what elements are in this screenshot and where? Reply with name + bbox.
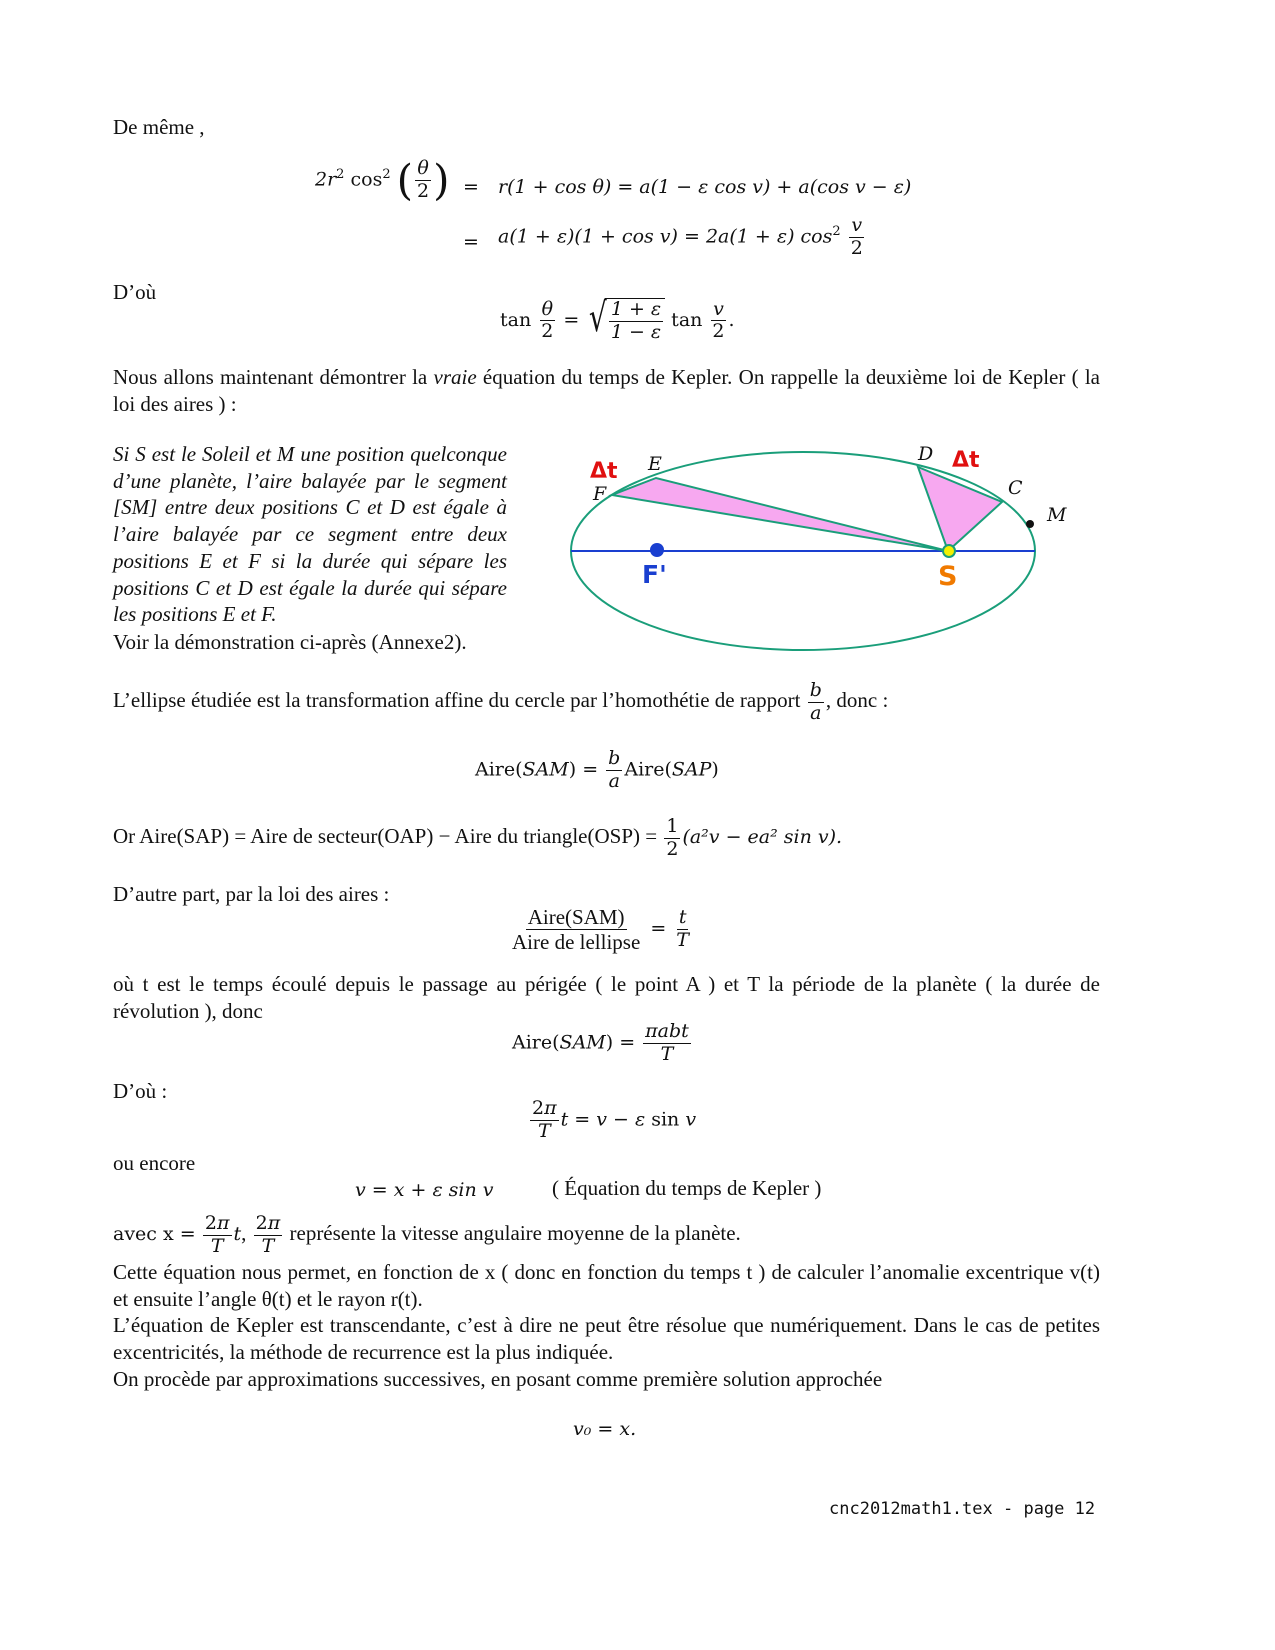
label-d: D xyxy=(918,443,934,465)
equals-sign-1: = xyxy=(463,176,479,198)
area-law-formula: $\frac{\text{Aire(SAM)}}{\text{Aire de lellipse}}$ = $\frac{t}{T}$ xyxy=(512,905,689,955)
label-e: E xyxy=(648,453,662,475)
swept-area-ef xyxy=(612,478,948,551)
ellipse-affine-text: L’ellipse étudiée est la transformation affine du cercle par l’homothétie de rapport $\frac{b}{a}$ , donc : xyxy=(113,679,889,724)
autre-part-text: D’autre part, par la loi des aires : xyxy=(113,882,390,906)
delta-t-left: Δt xyxy=(590,459,618,484)
area-sap-line: Or Aire(SAP) = Aire de secteur(OAP) − Aire du triangle(OSP) = $\frac{1}{2}$ (a²v − ea² sin v). xyxy=(113,815,843,860)
planet-point-m xyxy=(1026,520,1034,528)
kepler-intro-paragraph: Nous allons maintenant démontrer la vraie équation du temps de Kepler. On rappelle la deuxième loi de Kepler ( la loi des aires ) : xyxy=(113,365,1100,416)
label-sun: S xyxy=(938,561,958,592)
kepler-ellipse-figure xyxy=(560,440,1090,665)
dou-text-1: D’où xyxy=(113,280,157,304)
label-m: M xyxy=(1047,504,1067,526)
equals-sign-2: = xyxy=(463,231,479,253)
tan-formula: tan $\frac{\theta}{2}$ = √ $\frac{1 + \varepsilon}{1 - \varepsilon}$ tan $\frac{v}{2}$ . xyxy=(500,295,735,343)
second-law-statement: Si S est le Soleil et M une position quelconque d’une planète, l’aire balayée par le segment [SM] entre deux positions C et D est égale à l’aire balayée par ce segment entre deux positions E et F si la durée qui sépare les positions C et D est égale la durée qui sépare les positions E et F. xyxy=(113,442,507,627)
focus-point xyxy=(650,543,664,557)
final-paragraph-2: L’équation de Kepler est transcendante, c’est à dire ne peut être résolue que numériquement. Dans le cas de petites excentricités, la méthode de recurrence est la plus indiquée. xyxy=(113,1313,1100,1364)
mean-anomaly-formula: $\frac{2\pi}{T}$ t = v − ε sin v xyxy=(532,1097,697,1142)
equation-line1-rhs: r(1 + cos θ) = a(1 − ε cos v) + a(cos v − ε) xyxy=(498,176,912,198)
perigee-paragraph: où t est le temps écoulé depuis le passage au périgée ( le point A ) et T la période de la planète ( la durée de révolution ), donc xyxy=(113,972,1100,1023)
page-footer: cnc2012math1.tex - page 12 xyxy=(829,1499,1096,1519)
label-f: F xyxy=(593,483,607,505)
sun-point xyxy=(943,545,955,557)
equation-lhs: $2r^2$ $\cos^2$ ( $\frac{\theta}{2}$ ) xyxy=(315,155,450,205)
area-ratio-formula: Aire(SAM) = $\frac{b}{a}$ Aire(SAP) xyxy=(475,747,719,792)
ou-encore-text: ou encore xyxy=(113,1151,196,1175)
swept-area-cd xyxy=(918,467,1002,551)
intro-text: De même , xyxy=(113,115,205,139)
area-sam-formula: Aire(SAM) = $\frac{\text{πabt}}{T}$ xyxy=(512,1020,689,1065)
dou-text-2: D’où : xyxy=(113,1079,168,1103)
delta-t-right: Δt xyxy=(952,448,980,473)
kepler-equation: v = x + ε sin v xyxy=(355,1179,494,1201)
equation-line2: a(1 + ε)(1 + cos v) = 2a(1 + ε) $\cos^2$ $\frac{v}{2}$ xyxy=(498,214,863,259)
kepler-equation-label: ( Équation du temps de Kepler ) xyxy=(552,1176,822,1200)
final-paragraph-3: On procède par approximations successives, en posant comme première solution approchée xyxy=(113,1367,883,1391)
label-focus: F' xyxy=(642,560,667,589)
avec-line: avec x = $\frac{2\pi}{T}$ t, $\frac{2\pi}{T}$ représente la vitesse angulaire moyenne de la planète. xyxy=(113,1212,741,1257)
final-paragraph: Cette équation nous permet, en fonction de x ( donc en fonction du temps t ) de calculer l’anomalie excentrique v(t) et ensuite l’angle θ(t) et le rayon r(t). xyxy=(113,1260,1100,1311)
initial-approximation: v₀ = x. xyxy=(573,1418,637,1440)
label-c: C xyxy=(1008,477,1023,499)
annexe-reference: Voir la démonstration ci-après (Annexe2). xyxy=(113,630,467,654)
